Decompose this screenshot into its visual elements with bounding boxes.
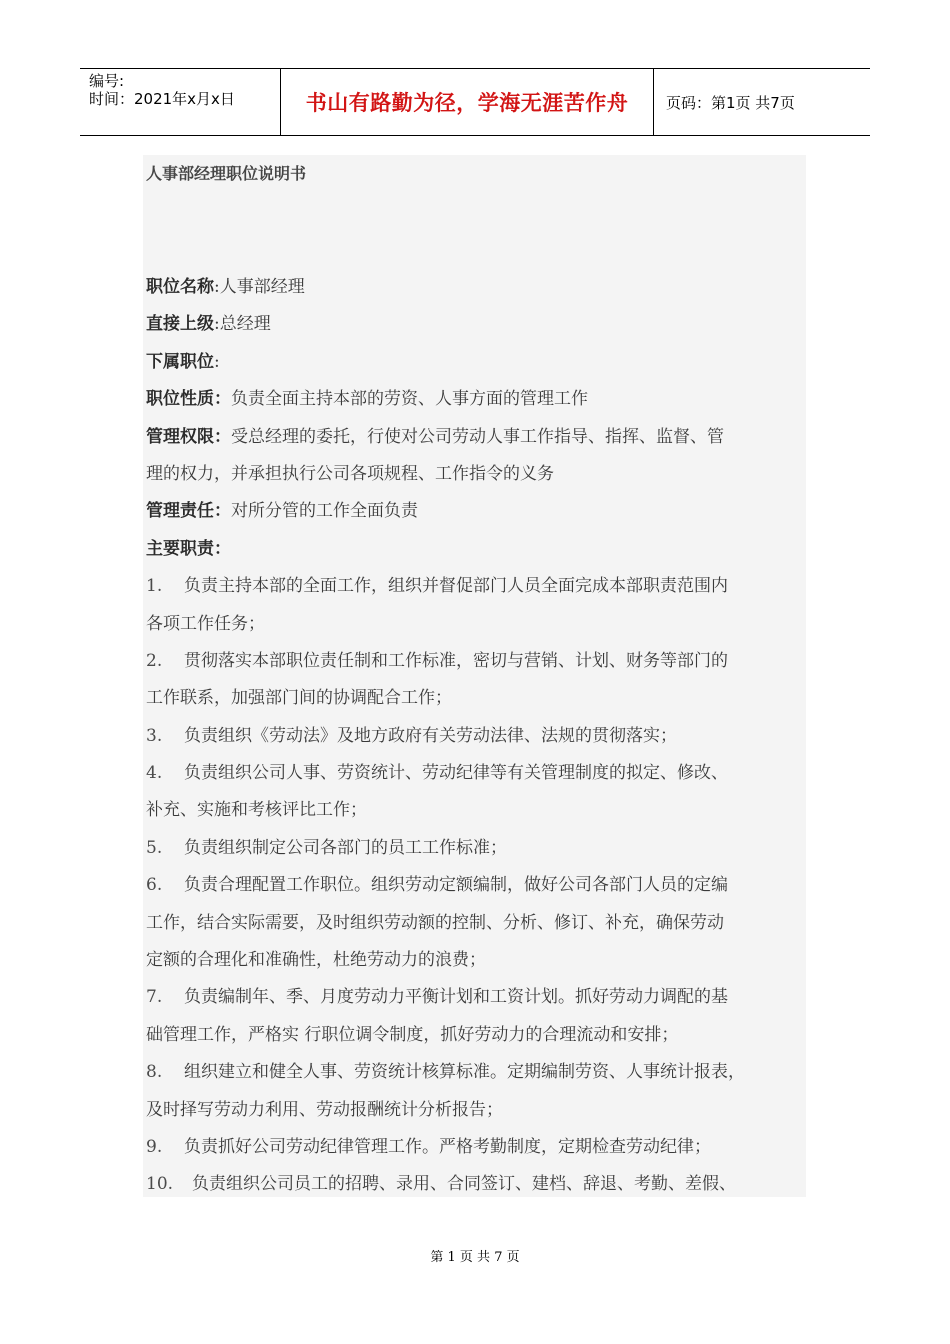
duty-number: 9. xyxy=(146,1136,163,1157)
field-management-authority xyxy=(146,419,801,456)
field-separator: ： xyxy=(214,501,231,522)
field-separator: ： xyxy=(214,426,231,447)
duty-number: 1. xyxy=(146,576,163,597)
duty-text: 负责组织《劳动法》及地方政府有关劳动法律、法规的贯彻落实； xyxy=(184,725,677,746)
field-separator: ： xyxy=(214,389,231,410)
field-value: 受总经理的委托，行使对公司劳动人事工作指导、指挥、监督、管 xyxy=(231,426,724,447)
duty-item-5 xyxy=(146,830,801,867)
duty-text-continued: 及时择写劳动力利用、劳动报酬统计分析报告； xyxy=(146,1099,503,1120)
duty-number: 8. xyxy=(146,1062,163,1083)
duty-number: 5. xyxy=(146,837,163,858)
duty-number: 6. xyxy=(146,875,163,896)
page-header xyxy=(80,68,870,136)
duty-text: 负责合理配置工作职位。组织劳动定额编制，做好公司各部门人员的定编 xyxy=(184,875,728,896)
field-value: 负责全面主持本部的劳资、人事方面的管理工作 xyxy=(231,389,588,410)
duty-number: 3. xyxy=(146,725,163,746)
document-body xyxy=(143,155,806,1197)
duty-number: 4. xyxy=(146,763,163,784)
field-separator: : xyxy=(214,351,220,372)
field-label: 下属职位 xyxy=(146,351,214,372)
field-management-authority-continued xyxy=(146,456,801,493)
field-label: 管理责任 xyxy=(146,501,214,522)
field-management-responsibility xyxy=(146,493,801,530)
duty-text: 负责编制年、季、月度劳动力平衡计划和工资计划。抓好劳动力调配的基 xyxy=(184,987,728,1008)
duty-number: 2. xyxy=(146,650,163,671)
duty-number: 10. xyxy=(146,1174,174,1195)
duty-text: 负责组织制定公司各部门的员工工作标准； xyxy=(184,837,507,858)
field-label: 主要职责 xyxy=(146,538,214,559)
field-direct-superior xyxy=(146,306,801,343)
field-main-duties xyxy=(146,531,801,568)
duty-text-continued: 础管理工作，严格实 行职位调令制度，抓好劳动力的合理流动和安排； xyxy=(146,1024,679,1045)
duty-item-3 xyxy=(146,718,801,755)
field-subordinate-positions xyxy=(146,344,801,381)
duty-item-4 xyxy=(146,755,801,830)
duty-item-8 xyxy=(146,1054,801,1129)
header-page-label: 页码：第1页 共7页 xyxy=(666,93,795,112)
header-motto: 书山有路勤为径，学海无涯苦作舟 xyxy=(281,69,654,135)
duty-item-1 xyxy=(146,568,801,643)
field-position-name xyxy=(146,269,801,306)
duty-item-7 xyxy=(146,979,801,1054)
duty-item-6 xyxy=(146,867,801,979)
duty-text: 贯彻落实本部职位责任制和工作标准，密切与营销、计划、财务等部门的 xyxy=(184,650,728,671)
header-meta xyxy=(80,69,281,135)
page-footer: 第 1 页 共 7 页 xyxy=(430,1250,520,1265)
duty-text: 负责组织公司员工的招聘、录用、合同签订、建档、辞退、考勤、差假、 xyxy=(192,1174,736,1195)
duty-text: 负责抓好公司劳动纪律管理工作。严格考勤制度，定期检查劳动纪律； xyxy=(184,1136,711,1157)
duty-text: 组织建立和健全人事、劳资统计核算标准。定期编制劳资、人事统计报表， xyxy=(184,1062,745,1083)
duty-text-continued: 各项工作任务； xyxy=(146,613,265,634)
duty-text-continued: 工作联系，加强部门间的协调配合工作； xyxy=(146,688,452,709)
duty-item-9 xyxy=(146,1129,801,1166)
field-separator: ： xyxy=(214,538,231,559)
field-label: 直接上级 xyxy=(146,314,214,335)
duty-number: 7. xyxy=(146,987,163,1008)
field-separator: : xyxy=(214,277,220,297)
document-time-label: 时间：2021年x月x日 xyxy=(89,90,235,108)
field-value: 对所分管的工作全面负责 xyxy=(231,501,418,522)
field-label: 职位名称 xyxy=(146,277,214,297)
document-title: 人事部经理职位说明书 xyxy=(146,164,307,183)
field-value: 人事部经理 xyxy=(219,277,305,297)
duty-text-continued: 补充、实施和考核评比工作； xyxy=(146,800,367,821)
duty-item-10 xyxy=(146,1166,801,1197)
duty-item-2 xyxy=(146,643,801,718)
duty-text-continued: 工作，结合实际需要，及时组织劳动额的控制、分析、修订、补充，确保劳动 xyxy=(146,912,724,933)
duty-text: 负责组织公司人事、劳资统计、劳动纪律等有关管理制度的拟定、修改、 xyxy=(184,763,728,784)
document-number-label: 编号: xyxy=(89,72,125,90)
field-separator: : xyxy=(214,314,220,335)
document-fields xyxy=(146,269,801,1197)
field-value-continuation: 理的权力，并承担执行公司各项规程、工作指令的义务 xyxy=(146,463,554,484)
field-label: 管理权限 xyxy=(146,426,214,447)
duty-text-continued: 定额的合理化和准确性，杜绝劳动力的浪费； xyxy=(146,950,486,971)
duty-text: 负责主持本部的全面工作，组织并督促部门人员全面完成本部职责范围内 xyxy=(184,576,728,597)
field-position-nature xyxy=(146,381,801,418)
field-label: 职位性质 xyxy=(146,389,214,410)
field-value: 总经理 xyxy=(219,314,271,335)
